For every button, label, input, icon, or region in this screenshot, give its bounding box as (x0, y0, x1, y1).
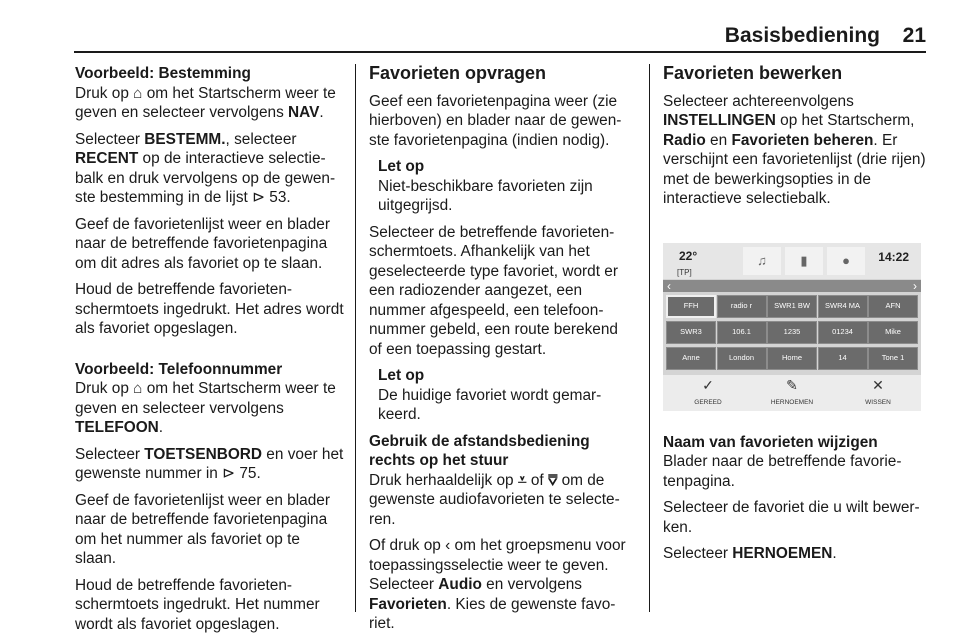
favorite-button: 1235 (767, 321, 817, 344)
paragraph: Selecteer HERNOEMEN. (663, 545, 837, 562)
close-icon: ✕ (872, 376, 884, 393)
subheading-naam: Naam van favorieten wijzigen (663, 433, 878, 451)
paragraph: Geef de favorietenlijst weer en blader naar de betreffende favorietenpagina om het nummer als favoriet op te slaan. (75, 491, 330, 567)
music-icon: ♫ (743, 247, 781, 275)
note-text: Niet-beschikbare favorieten zijn uitgegrijsd. (378, 177, 593, 214)
check-icon: ✓ (702, 376, 714, 393)
favorite-button: Home (767, 347, 817, 370)
favorite-button: 14 (818, 347, 868, 370)
favorite-button: Anne (666, 347, 716, 370)
phone-icon: ▮ (785, 247, 823, 275)
paragraph: Selecteer achtereenvolgens INSTELLINGEN op het Startscherm, Radio en Favorieten beheren. Er verschijnt een favorietenlijst (drie rijen) met de bewerkingsopties in de interactieve selectiebalk. (663, 92, 926, 207)
tp-indicator: [TP] (677, 267, 692, 277)
favorite-button: FFH (666, 295, 716, 318)
paragraph: Houd de betreffende favorietenschermtoets ingedrukt. Het adres wordt als favoriet opgeslagen. (75, 281, 344, 337)
favorite-button: London (717, 347, 767, 370)
note (378, 157, 634, 216)
paragraph: Houd de betreffende favorietenschermtoets ingedrukt. Het nummer wordt als favoriet opgeslagen. (75, 576, 320, 633)
favorite-button: Mike (868, 321, 918, 344)
paragraph: Druk op ⌂ om het Startscherm weer te geven en selecteer vervolgens TELEFOON. (75, 380, 336, 436)
favorite-button: radio r (717, 295, 767, 318)
note-title: Let op (378, 367, 425, 384)
page-ref-icon: ⊳ (252, 189, 265, 206)
paragraph: Druk herhaaldelijk op ⩡ of ⩢ om de gewenste audiofavorieten te selecteren. (369, 471, 620, 528)
page-header (74, 24, 926, 50)
paragraph: Selecteer de favoriet die u wilt bewerken. (663, 499, 920, 536)
paragraph: Of druk op ‹ om het groepsmenu voor toepassingsselectie weer te geven. Selecteer Audio en vervolgens Favorieten. Kies de gewenste favoriet. (369, 537, 626, 632)
selection-bar (663, 375, 921, 411)
down-button-icon: ⩢ (547, 471, 558, 489)
header-rule (74, 51, 926, 53)
note (378, 366, 634, 425)
subheading-bestemming: Voorbeeld: Bestemming (75, 65, 251, 82)
home-icon: ⌂ (133, 84, 143, 102)
info-icon: ● (827, 247, 865, 275)
favorites-screen-illustration (663, 243, 921, 411)
left-button-icon: ‹ (445, 537, 451, 554)
page-nav-bar (663, 280, 921, 292)
column-1 (75, 64, 345, 641)
chevron-right-icon: › (913, 278, 917, 293)
page-title: Basisbediening (724, 24, 880, 47)
section-heading: Favorieten opvragen (369, 63, 547, 83)
up-button-icon: ⩡ (517, 471, 527, 489)
favorite-button: 01234 (818, 321, 868, 344)
status-bar (663, 243, 921, 279)
column-3 (663, 64, 928, 571)
section-heading: Favorieten bewerken (663, 63, 843, 83)
action-gereed: ✓ GEREED (673, 377, 743, 411)
temperature: 22° (679, 248, 698, 263)
chevron-left-icon: ‹ (667, 278, 671, 293)
home-icon: ⌂ (133, 380, 143, 397)
favorite-button: 106.1 (717, 321, 767, 344)
favorite-button: SWR4 MA (818, 295, 868, 318)
column-divider (355, 64, 356, 612)
favorite-button: SWR1 BW (767, 295, 817, 318)
action-wissen: ✕ WISSEN (843, 377, 913, 411)
paragraph: Selecteer BESTEMM., selecteer RECENT op de interactieve selectiebalk en druk vervolgens op de gewenste bestemming in de lijst ⊳ 53. (75, 130, 336, 206)
pencil-icon: ✎ (786, 376, 798, 393)
paragraph: Selecteer de betreffende favorietenschermtoets. Afhankelijk van het geselecteerde type favoriet, wordt er een radiozender aangezet, een nummer afgespeeld, een telefoonnummer gebeld, een route berekend of een toepassing gestart. (369, 223, 618, 358)
favorite-button: Tone 1 (868, 347, 918, 370)
subheading-telefoon: Voorbeeld: Telefoonnummer (75, 360, 283, 378)
paragraph: Selecteer TOETSENBORD en voer het gewenste nummer in ⊳ 75. (75, 445, 344, 482)
paragraph: Blader naar de betreffende favorietenpagina. (663, 453, 902, 490)
column-2 (369, 64, 634, 641)
page-number: 21 (902, 24, 926, 47)
page-ref-icon: ⊳ (222, 465, 236, 482)
note-title: Let op (378, 158, 425, 175)
column-divider (649, 64, 650, 612)
paragraph: Druk op ⌂ om het Startscherm weer te geven en selecteer vervolgens NAV. (75, 84, 336, 121)
subheading-stuur: Gebruik de afstandsbediening rechts op het stuur (369, 432, 590, 469)
favorite-button: AFN (868, 295, 918, 318)
note-text: De huidige favoriet wordt gemarkeerd. (378, 386, 602, 423)
paragraph: Geef een favorietenpagina weer (zie hierboven) en blader naar de gewenste favorietenpagina (indien nodig). (369, 92, 622, 149)
clock: 14:22 (878, 249, 909, 264)
paragraph: Geef de favorietenlijst weer en blader naar de betreffende favorietenpagina om dit adres als favoriet op te slaan. (75, 215, 330, 272)
action-hernoemen: ✎ HERNOEMEN (757, 377, 827, 411)
favorite-button: SWR3 (666, 321, 716, 344)
